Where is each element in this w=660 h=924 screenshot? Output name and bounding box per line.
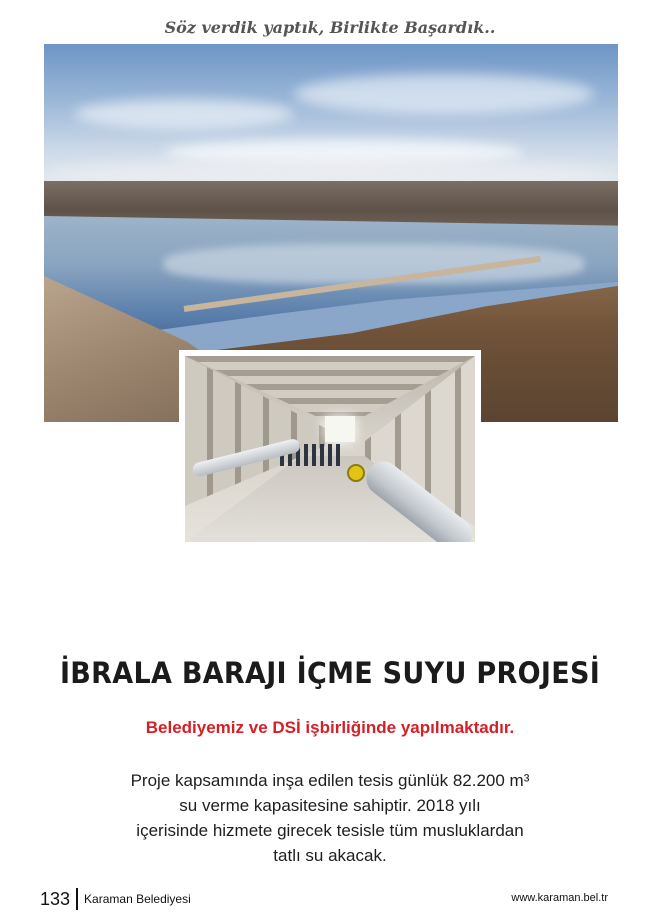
- body-line: içerisinde hizmete girecek tesisle tüm musluklardan: [136, 821, 524, 840]
- page-tagline: Söz verdik yaptık, Birlikte Başardık..: [164, 18, 496, 37]
- body-line: Proje kapsamında inşa edilen tesis günlük 82.200 m³: [130, 771, 530, 790]
- tunnel-exit-light: [325, 416, 355, 442]
- article-body: [90, 768, 570, 868]
- article-title: İBRALA BARAJI İÇME SUYU PROJESİ: [59, 656, 601, 691]
- yellow-pump: [347, 464, 365, 482]
- photo-cloud: [294, 74, 594, 114]
- photo-cloud: [74, 99, 294, 129]
- article-subtitle: Belediyemiz ve DSİ işbirliğinde yapılmaktadır.: [145, 718, 515, 737]
- publication-name: Karaman Belediyesi: [84, 892, 191, 906]
- pumping-station-photo: [179, 350, 481, 548]
- body-line: su verme kapasitesine sahiptir. 2018 yılı: [179, 796, 481, 815]
- page-number: 133: [40, 888, 71, 909]
- footer-publication: [40, 888, 191, 910]
- tunnel-interior: [185, 356, 475, 542]
- footer-divider: [76, 888, 78, 910]
- body-line: tatlı su akacak.: [273, 846, 387, 865]
- website-link[interactable]: www.karaman.bel.tr: [511, 892, 608, 904]
